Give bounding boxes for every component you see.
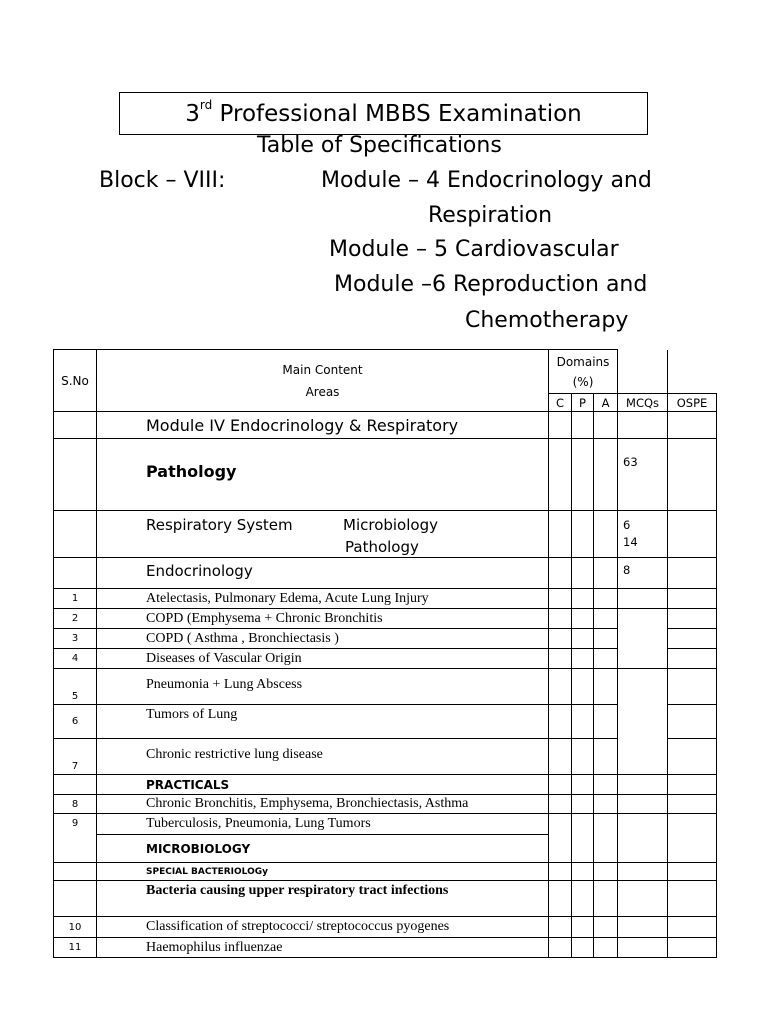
module5-line: Module – 5 Cardiovascular bbox=[329, 237, 619, 262]
title-superscript: rd bbox=[199, 98, 213, 112]
row-number: 10 bbox=[54, 917, 97, 938]
block-label: Block – VIII: bbox=[99, 168, 226, 193]
header-domains: Domains (%) bbox=[549, 350, 618, 394]
table-row: Diseases of Vascular Origin bbox=[97, 649, 549, 669]
header-ospe: OSPE bbox=[668, 394, 717, 412]
resp-microbiology-label: Microbiology bbox=[343, 516, 438, 534]
header-c: C bbox=[549, 394, 572, 412]
module6-line2: Chemotherapy bbox=[465, 308, 629, 333]
resp-mcqs: 6 14 bbox=[618, 511, 668, 558]
table-row: Tumors of Lung bbox=[97, 705, 549, 739]
row-number: 11 bbox=[54, 938, 97, 958]
pathology-mcqs: 63 bbox=[618, 439, 668, 511]
subtitle: Table of Specifications bbox=[257, 133, 502, 158]
resp-pathology-label: Pathology bbox=[345, 538, 419, 556]
header-mcqs: MCQs bbox=[618, 394, 668, 412]
table-row: Atelectasis, Pulmonary Edema, Acute Lung Injury bbox=[97, 589, 549, 609]
pathology-heading: Pathology bbox=[97, 439, 549, 511]
table-row: Classification of streptococci/ streptococcus pyogenes bbox=[97, 917, 549, 938]
table-row: Haemophilus influenzae bbox=[97, 938, 549, 958]
table-row: COPD (Emphysema + Chronic Bronchitis bbox=[97, 609, 549, 629]
module4-line2: Respiration bbox=[428, 203, 553, 228]
row-number: 8 bbox=[54, 795, 97, 814]
table-row: COPD ( Asthma , Bronchiectasis ) bbox=[97, 629, 549, 649]
endocrinology-label: Endocrinology bbox=[97, 558, 549, 589]
row-number: 5 bbox=[54, 669, 97, 705]
header-main-content: Main Content Areas bbox=[97, 350, 549, 412]
respiratory-system-cell bbox=[97, 511, 549, 558]
header-blank-mcqs bbox=[618, 350, 668, 394]
header-p: P bbox=[572, 394, 594, 412]
table-row: Chronic Bronchitis, Emphysema, Bronchiectasis, Asthma bbox=[97, 795, 549, 814]
module-heading: Module IV Endocrinology & Respiratory bbox=[97, 412, 549, 439]
bacteria-upper-heading: Bacteria causing upper respiratory tract infections bbox=[97, 881, 549, 917]
row-number: 9 bbox=[54, 814, 97, 863]
header-blank-ospe bbox=[668, 350, 717, 394]
row-number: 6 bbox=[54, 705, 97, 739]
row-number: 3 bbox=[54, 629, 97, 649]
exam-title: 3rd Professional MBBS Examination bbox=[185, 98, 582, 127]
row-number: 4 bbox=[54, 649, 97, 669]
table-row: Chronic restrictive lung disease bbox=[97, 739, 549, 775]
module4-line1: Module – 4 Endocrinology and bbox=[321, 168, 652, 193]
microbiology-heading: MICROBIOLOGY bbox=[97, 835, 549, 863]
row-number: 7 bbox=[54, 739, 97, 775]
row-number: 1 bbox=[54, 589, 97, 609]
header-sno: S.No bbox=[54, 350, 97, 412]
table-row: Tuberculosis, Pneumonia, Lung Tumors bbox=[97, 814, 549, 835]
table-row: Pneumonia + Lung Abscess bbox=[97, 669, 549, 705]
row-number: 2 bbox=[54, 609, 97, 629]
respiratory-system-label: Respiratory System bbox=[146, 516, 293, 534]
specifications-table bbox=[53, 349, 717, 958]
header-a: A bbox=[594, 394, 618, 412]
practicals-heading: PRACTICALS bbox=[97, 775, 549, 795]
endocrinology-mcqs: 8 bbox=[618, 558, 668, 589]
module6-line1: Module –6 Reproduction and bbox=[334, 272, 648, 297]
special-bacteriology-heading: SPECIAL BACTERIOLOGy bbox=[97, 863, 549, 881]
